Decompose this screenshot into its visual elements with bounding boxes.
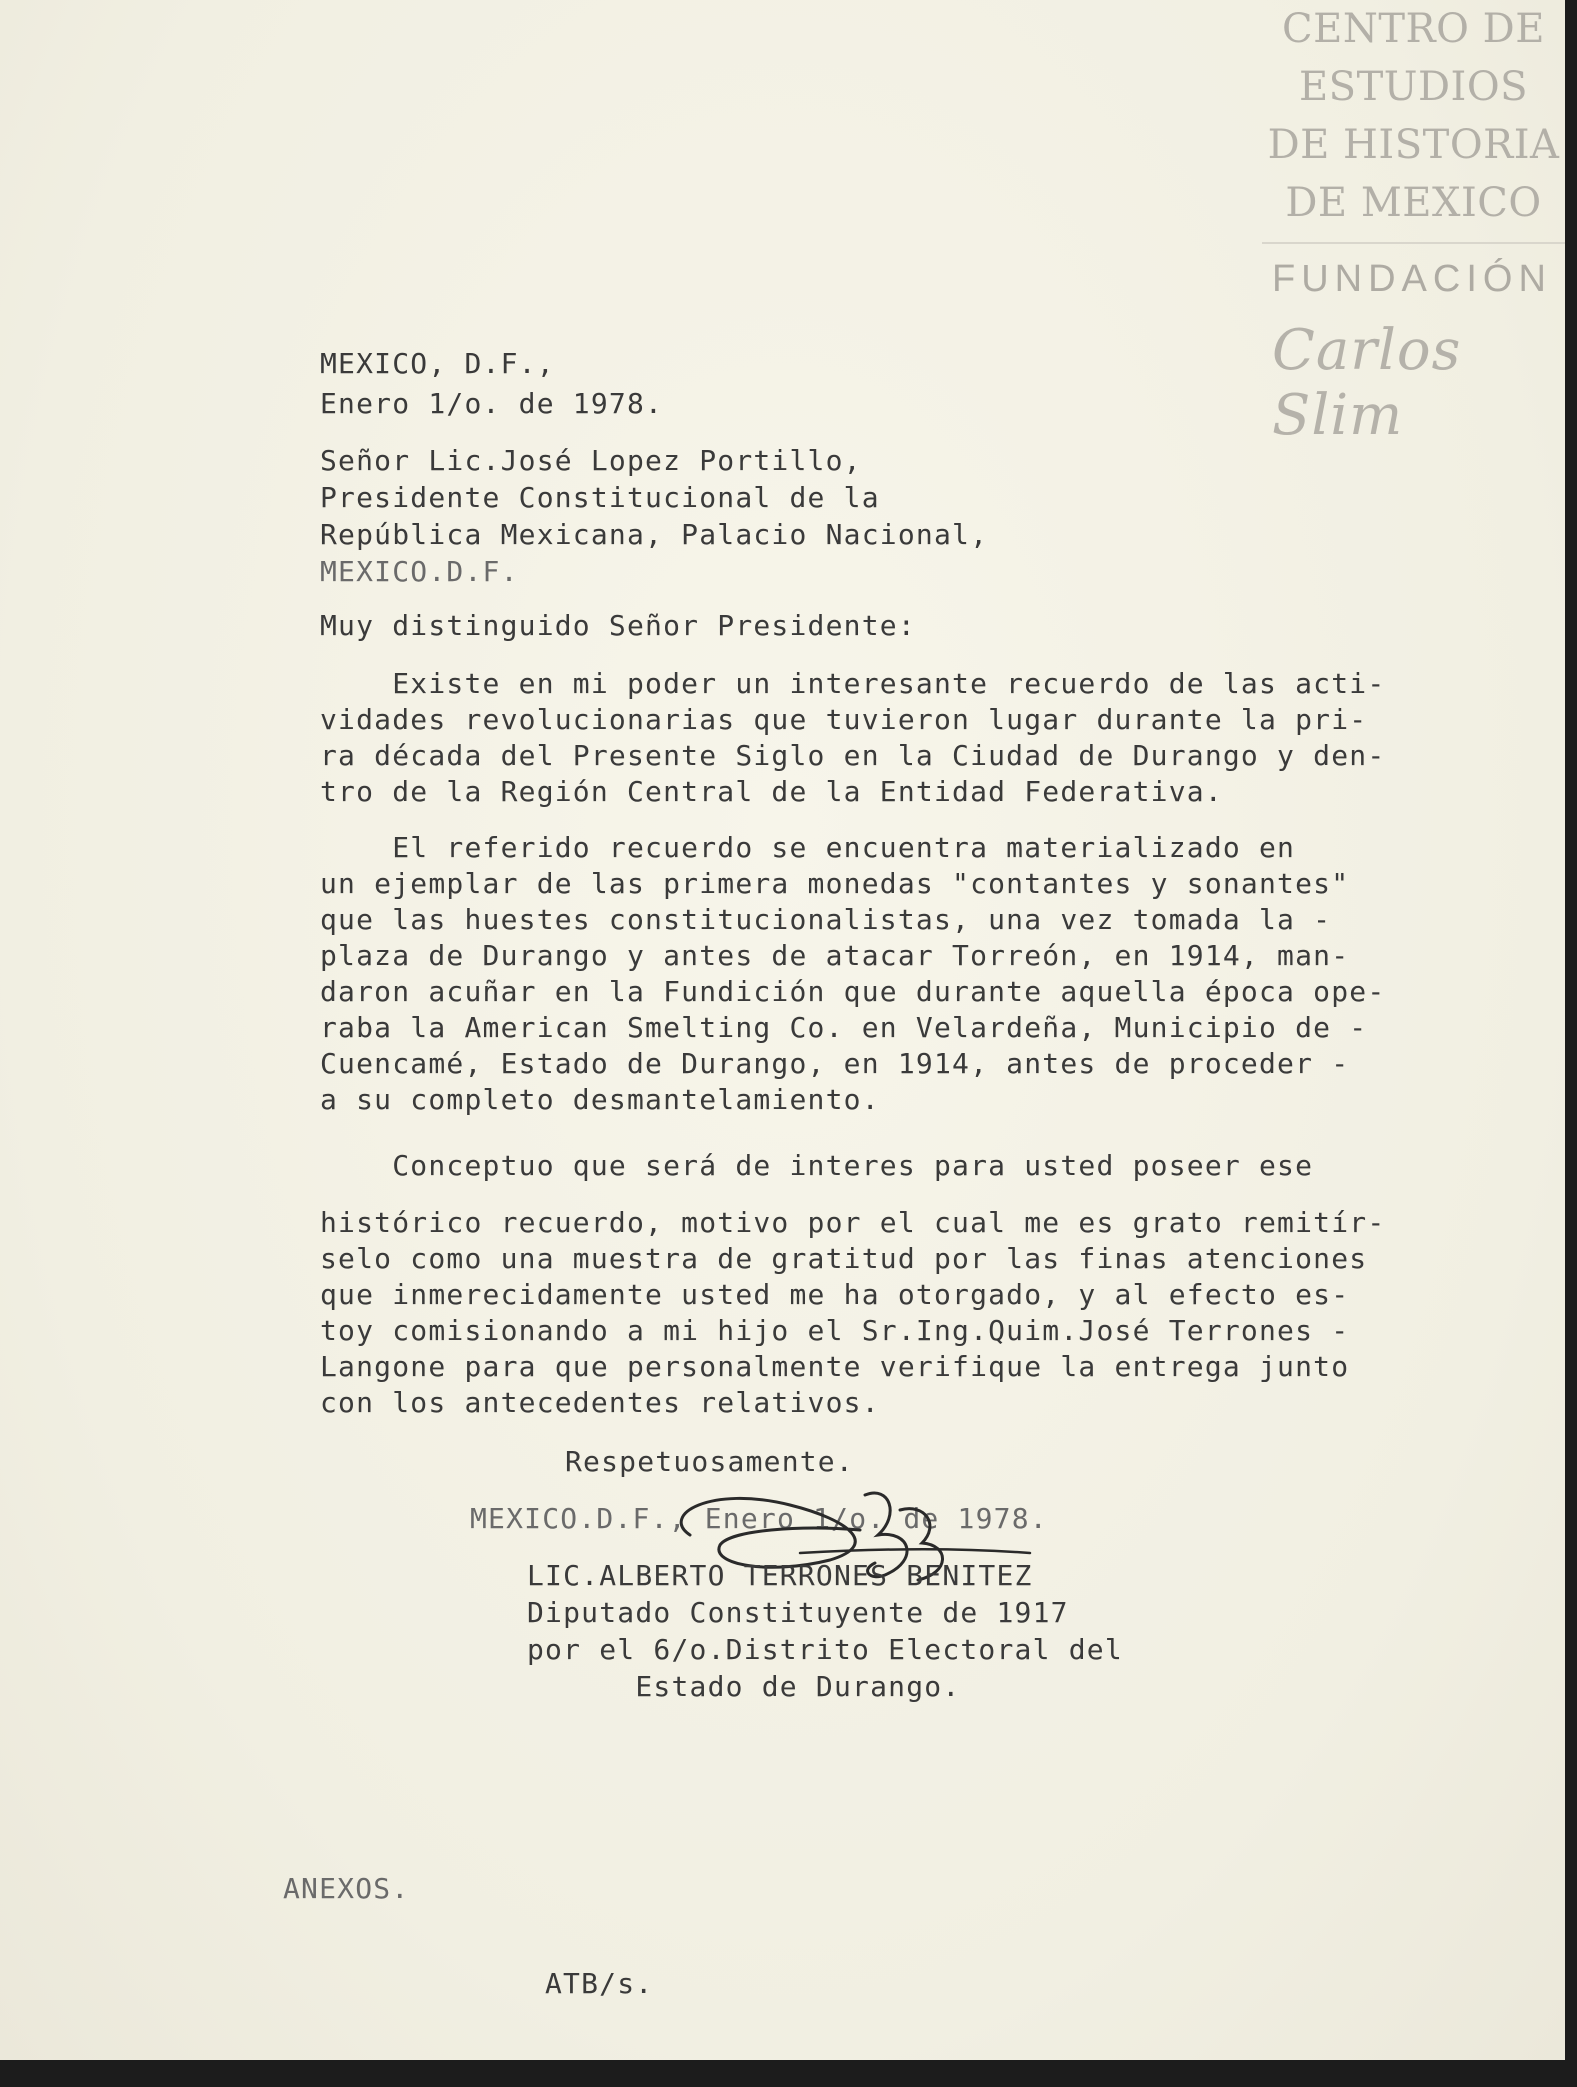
recipient-line: Señor Lic.José Lopez Portillo, <box>320 444 862 477</box>
recipient-line: MEXICO.D.F. <box>320 555 519 588</box>
closing-place-date: MEXICO.D.F., Enero 1/o. de 1978. <box>470 1502 1048 1535</box>
watermark-carlos-slim-logo: Carlos Slim <box>1272 318 1462 448</box>
paragraph-3-line: toy comisionando a mi hijo el Sr.Ing.Quim.José Terrones - <box>320 1314 1350 1347</box>
salutation: Muy distinguido Señor Presidente: <box>320 609 916 642</box>
signer-title: por el 6/o.Distrito Electoral del <box>527 1633 1123 1666</box>
paragraph-1-line: ra década del Presente Siglo en la Ciudad de Durango y den- <box>320 739 1386 772</box>
signer-title: Estado de Durango. <box>527 1670 961 1703</box>
annexes-label: ANEXOS. <box>283 1872 410 1905</box>
paragraph-3-first-line: Conceptuo que será de interes para usted poseer ese <box>320 1149 1314 1182</box>
recipient-line: Presidente Constitucional de la <box>320 481 880 514</box>
paragraph-1-line: vidades revolucionarias que tuvieron lugar durante la pri- <box>320 703 1368 736</box>
paragraph-2-line: El referido recuerdo se encuentra materializado en <box>320 831 1296 864</box>
archive-watermark <box>1262 0 1577 448</box>
watermark-line-2: ESTUDIOS <box>1298 64 1529 110</box>
watermark-fundacion: FUNDACIÓN <box>1272 258 1552 300</box>
paragraph-3-line: que inmerecidamente usted me ha otorgado, y al efecto es- <box>320 1278 1350 1311</box>
paragraph-1-line: tro de la Región Central de la Entidad Federativa. <box>320 775 1223 808</box>
letter-date: Enero 1/o. de 1978. <box>320 387 664 420</box>
closing: Respetuosamente. <box>565 1445 854 1478</box>
paragraph-2-line: plaza de Durango y antes de atacar Torreón, en 1914, man- <box>320 939 1350 972</box>
paragraph-3-line: histórico recuerdo, motivo por el cual me es grato remitír- <box>320 1206 1386 1239</box>
paragraph-2-line: que las huestes constitucionalistas, una vez tomada la - <box>320 903 1332 936</box>
paragraph-1-line: Existe en mi poder un interesante recuerdo de las acti- <box>320 667 1386 700</box>
watermark-box <box>1262 0 1565 244</box>
paragraph-2-line: Cuencamé, Estado de Durango, en 1914, antes de proceder - <box>320 1047 1350 1080</box>
recipient-line: República Mexicana, Palacio Nacional, <box>320 518 989 551</box>
paragraph-3-line: Langone para que personalmente verifique la entrega junto <box>320 1350 1350 1383</box>
paragraph-3-line: con los antecedentes relativos. <box>320 1386 880 1419</box>
watermark-line-3: DE HISTORIA <box>1267 122 1560 168</box>
signer-name: LIC.ALBERTO TERRONES BENITEZ <box>527 1559 1033 1592</box>
watermark-line-1: CENTRO DE <box>1282 6 1545 52</box>
letter-place: MEXICO, D.F., <box>320 347 555 380</box>
watermark-line-4: DE MEXICO <box>1285 180 1542 226</box>
signer-title: Diputado Constituyente de 1917 <box>527 1596 1069 1629</box>
typist-initials: ATB/s. <box>545 1967 654 2000</box>
paragraph-2-line: a su completo desmantelamiento. <box>320 1083 880 1116</box>
paragraph-2-line: daron acuñar en la Fundición que durante aquella época ope- <box>320 975 1386 1008</box>
paragraph-2-line: un ejemplar de las primera monedas "contantes y sonantes" <box>320 867 1350 900</box>
paragraph-2-line: raba la American Smelting Co. en Velardeña, Municipio de - <box>320 1011 1368 1044</box>
paragraph-3-line: selo como una muestra de gratitud por las finas atenciones <box>320 1242 1368 1275</box>
